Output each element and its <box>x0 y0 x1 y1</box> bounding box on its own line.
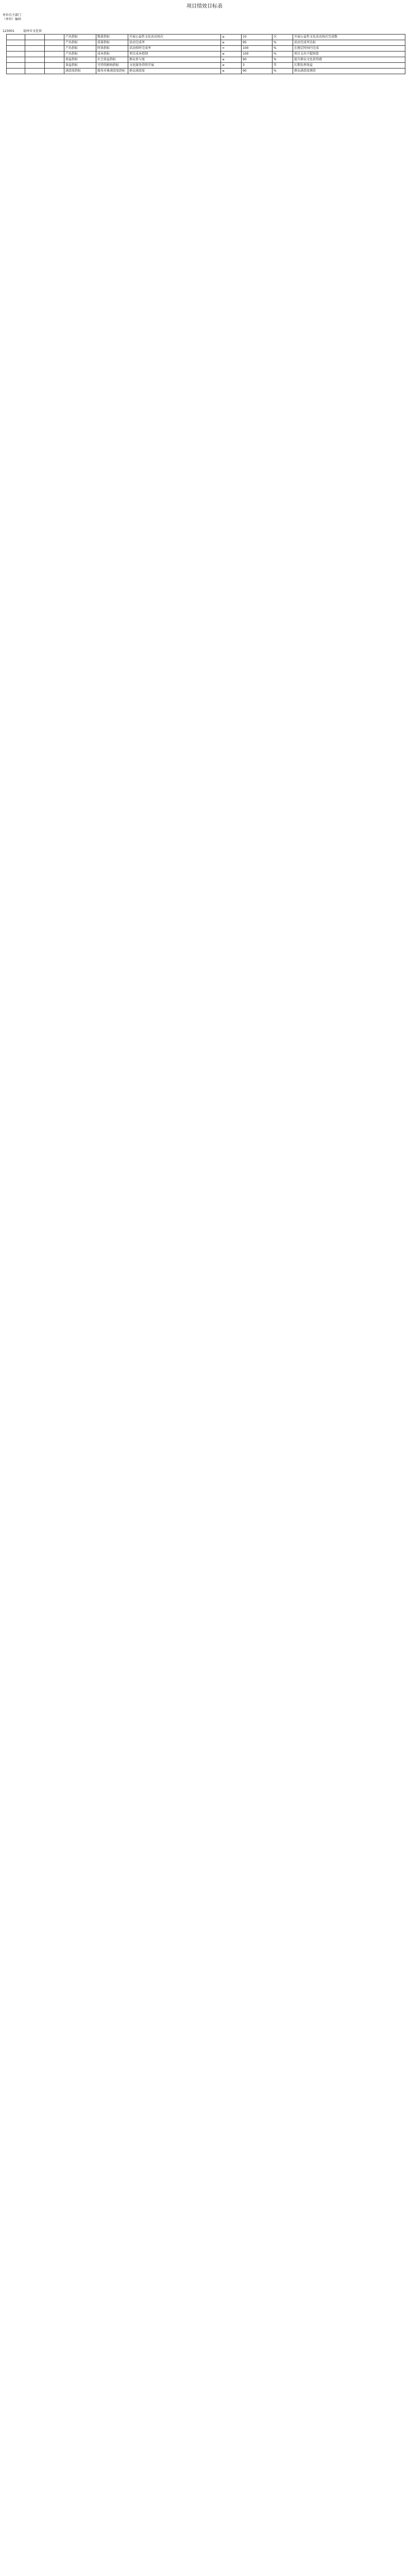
table-cell <box>25 35 45 40</box>
table-cell: 开展公益性文化活动场次完成数 <box>293 35 405 40</box>
table-cell <box>7 35 25 40</box>
table-cell: 100 <box>242 46 272 52</box>
table-row <box>7 63 405 69</box>
table-row <box>7 69 405 74</box>
table-cell: 10 <box>242 35 272 40</box>
table-cell: 在规定时间内完成 <box>293 46 405 52</box>
table-cell: % <box>272 57 293 63</box>
table-cell <box>45 63 64 69</box>
table-cell: 效益指标 <box>64 57 96 63</box>
table-cell <box>45 40 64 46</box>
table-cell: 服务对象满意度指标 <box>96 69 128 74</box>
table-cell <box>7 40 25 46</box>
table-cell: 群众满意度 <box>128 69 221 74</box>
table-cell: % <box>272 52 293 57</box>
table-cell: 年 <box>272 63 293 69</box>
table-cell <box>45 52 64 57</box>
unit-name: 福州市文化馆 <box>23 29 42 33</box>
table-cell: 质量指标 <box>96 40 128 46</box>
table-cell <box>7 69 25 74</box>
table-cell <box>25 57 45 63</box>
table-cell: 项目成本控制 <box>128 52 221 57</box>
table-cell <box>7 52 25 57</box>
table-cell <box>7 46 25 52</box>
indicator-table <box>6 34 405 74</box>
table-cell: % <box>272 40 293 46</box>
table-cell <box>25 46 45 52</box>
table-row <box>7 57 405 63</box>
table-cell: 90 <box>242 57 272 63</box>
table-cell <box>45 35 64 40</box>
table-cell: 产出指标 <box>64 35 96 40</box>
table-cell: ≥ <box>221 35 242 40</box>
table-cell: 满意度指标 <box>64 69 96 74</box>
page-title: 项目绩效目标表 <box>186 4 223 9</box>
table-cell: 项目支出不超预算 <box>293 52 405 57</box>
table-row <box>7 35 405 40</box>
table-cell <box>25 52 45 57</box>
table-cell: 成本指标 <box>96 52 128 57</box>
table-cell: 产出指标 <box>64 52 96 57</box>
table-cell: = <box>221 46 242 52</box>
table-cell <box>7 63 25 69</box>
meta-row <box>3 29 406 34</box>
table-cell: 95 <box>242 40 272 46</box>
table-cell: 长期发挥效益 <box>293 63 405 69</box>
table-cell: 开展公益性文化活动场次 <box>128 35 221 40</box>
table-cell: 时效指标 <box>96 46 128 52</box>
table-cell: % <box>272 69 293 74</box>
table-cell <box>7 57 25 63</box>
header-code: 单位自主部门（单位）编码 <box>3 13 22 21</box>
table-cell <box>25 40 45 46</box>
table-cell: ≥ <box>221 63 242 69</box>
table-cell: 产出指标 <box>64 46 96 52</box>
table-cell: ≥ <box>221 69 242 74</box>
table-cell: 次 <box>272 35 293 40</box>
table-body <box>7 35 405 74</box>
table-cell: 社会效益指标 <box>96 57 128 63</box>
table-cell: 群众满意度调查 <box>293 69 405 74</box>
table-cell <box>25 63 45 69</box>
table-cell <box>45 69 64 74</box>
table-cell <box>45 46 64 52</box>
table-cell: 可持续影响指标 <box>96 63 128 69</box>
table-cell: % <box>272 46 293 52</box>
table-cell: 3 <box>242 63 272 69</box>
table-cell: ≤ <box>221 52 242 57</box>
table-cell <box>45 57 64 63</box>
table-cell: 活动完成率达标 <box>293 40 405 46</box>
table-cell: 90 <box>242 69 272 74</box>
table-row <box>7 40 405 46</box>
table-cell: 效益指标 <box>64 63 96 69</box>
table-cell: 提升群众文化获得感 <box>293 57 405 63</box>
table-cell: 活动完成率 <box>128 40 221 46</box>
table-cell: 100 <box>242 52 272 57</box>
table-cell <box>25 69 45 74</box>
table-cell: 活动按时完成率 <box>128 46 221 52</box>
table-cell: ≥ <box>221 40 242 46</box>
header-row <box>3 13 406 29</box>
table-cell: 文化服务持续开展 <box>128 63 221 69</box>
table-cell: 产出指标 <box>64 40 96 46</box>
unit-code: 123001 <box>3 29 14 33</box>
table-cell: 群众参与度 <box>128 57 221 63</box>
table-cell: 数量指标 <box>96 35 128 40</box>
table-row <box>7 46 405 52</box>
document-sheet <box>0 0 409 74</box>
table-row <box>7 52 405 57</box>
table-cell: ≥ <box>221 57 242 63</box>
